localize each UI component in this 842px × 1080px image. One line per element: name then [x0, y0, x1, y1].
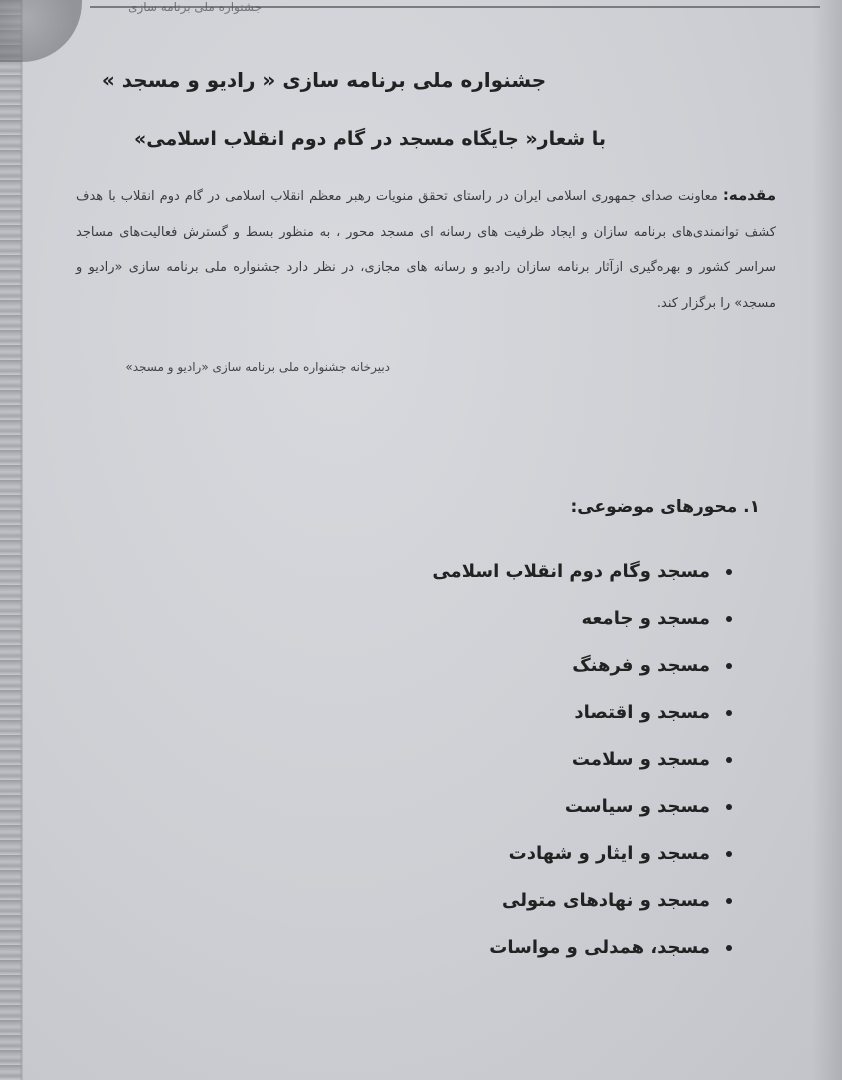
bullet-icon	[726, 710, 732, 716]
topic-label: مسجد و نهادهای متولی	[502, 890, 710, 911]
topic-label: مسجد و سیاست	[564, 796, 710, 817]
topics-list	[312, 548, 732, 971]
list-item	[312, 642, 732, 689]
list-item	[312, 924, 732, 971]
list-item	[312, 595, 732, 642]
bullet-icon	[726, 569, 732, 575]
list-item	[312, 548, 732, 595]
topic-label: مسجد وگام دوم انقلاب اسلامی	[432, 561, 710, 582]
secretariat-signature: دبیرخانه جشنواره ملی برنامه سازی «رادیو و مسجد»	[125, 360, 390, 374]
topic-label: مسجد و جامعه	[581, 608, 710, 629]
topic-label: مسجد و اقتصاد	[574, 702, 710, 723]
festival-logo	[0, 0, 82, 62]
document-subtitle: با شعار« جایگاه مسجد در گام دوم انقلاب اسلامی»	[133, 128, 607, 150]
list-item	[312, 689, 732, 736]
topic-label: مسجد و فرهنگ	[572, 655, 710, 676]
list-item	[312, 877, 732, 924]
running-head: جشنواره ملی برنامه سازی	[128, 0, 262, 14]
list-item	[312, 736, 732, 783]
topic-label: مسجد و سلامت	[571, 749, 710, 770]
page-shadow	[812, 0, 842, 1080]
intro-label: مقدمه:	[722, 186, 776, 204]
binding-edge	[20, 0, 23, 1080]
bullet-icon	[726, 804, 732, 810]
binding-spine	[0, 0, 22, 1080]
bullet-icon	[726, 898, 732, 904]
intro-paragraph	[76, 178, 776, 321]
topic-label: مسجد و ایثار و شهادت	[508, 843, 710, 864]
bullet-icon	[726, 663, 732, 669]
bullet-icon	[726, 757, 732, 763]
bullet-icon	[726, 945, 732, 951]
section-heading: ۱. محورهای موضوعی:	[570, 497, 760, 517]
topic-label: مسجد، همدلی و مواسات	[489, 937, 710, 958]
intro-text: معاونت صدای جمهوری اسلامی ایران در راستای تحقق منویات رهبر معظم انقلاب اسلامی در گام دوم انقلاب با هدف کشف توانمندی‌های برنامه سازان و ایجاد ظرفیت های رسانه ای مسجد محور ، به منظور بسط و گسترش فعالیت‌های مساجد سراسر کشور و بهره‌گیری ازآثار برنامه سازان رادیو و رسانه های مجازی، در نظر دارد جشنواره ملی برنامه سازی «رادیو و مسجد» را برگزار کند.	[76, 189, 776, 311]
list-item	[312, 783, 732, 830]
bullet-icon	[726, 616, 732, 622]
list-item	[312, 830, 732, 877]
bullet-icon	[726, 851, 732, 857]
document-title: جشنواره ملی برنامه سازی « رادیو و مسجد »	[101, 68, 547, 92]
